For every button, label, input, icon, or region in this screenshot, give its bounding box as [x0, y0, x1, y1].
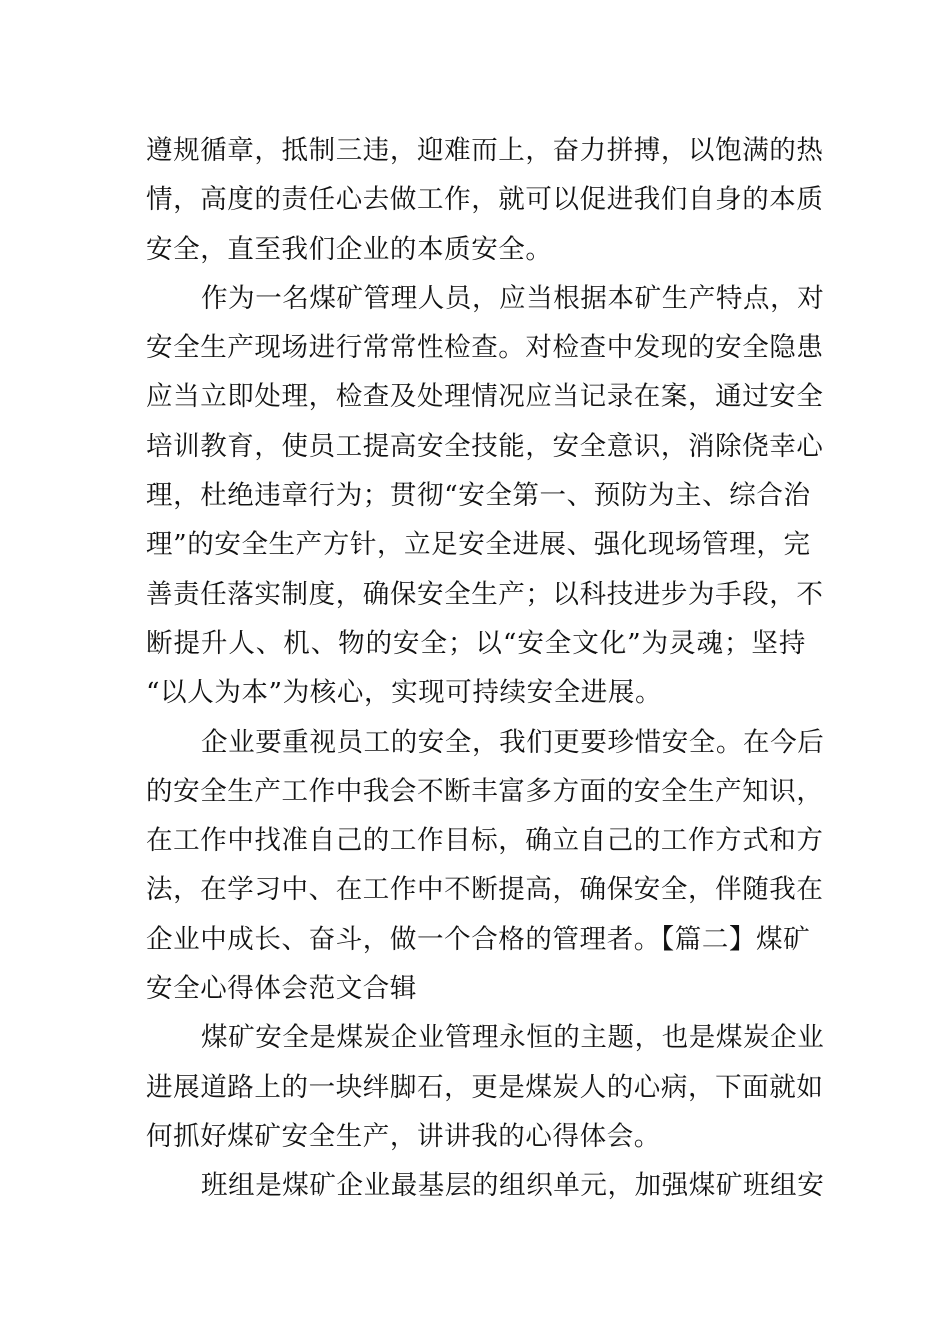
- text-line: 善责任落实制度，确保安全生产；以科技进步为手段，不: [146, 578, 824, 610]
- text-line: 安全生产现场进行常常性检查。对检查中发现的安全隐患: [146, 332, 824, 364]
- text-line: 遵规循章，抵制三违，迎难而上，奋力拼搏，以饱满的热: [146, 135, 824, 166]
- text-line: 应当立即处理，检查及处理情况应当记录在案，通过安全: [146, 381, 824, 413]
- text-line: 培训教育，使员工提高安全技能，安全意识，消除侥幸心: [146, 430, 824, 462]
- text-line: 煤矿安全是煤炭企业管理永恒的主题，也是煤炭企业: [201, 1022, 825, 1054]
- text-line: 法，在学习中、在工作中不断提高，确保安全，伴随我在: [146, 874, 824, 906]
- text-line: 的安全生产工作中我会不断丰富多方面的安全生产知识，: [146, 775, 824, 807]
- text-line: 理”的安全生产方针，立足安全进展、强化现场管理，完: [146, 529, 811, 561]
- text-line: 何抓好煤矿安全生产，讲讲我的心得体会。: [146, 1120, 661, 1152]
- text-line: 理，杜绝违章行为；贯彻“安全第一、预防为主、综合治: [146, 480, 811, 512]
- text-line: 断提升人、机、物的安全；以“安全文化”为灵魂；坚持: [146, 627, 806, 659]
- text-line: 企业中成长、奋斗，做一个合格的管理者。【篇二】煤矿: [146, 923, 811, 955]
- text-line: 情，高度的责任心去做工作，就可以促进我们自身的本质: [146, 184, 824, 216]
- text-line: 在工作中找准自己的工作目标，确立自己的工作方式和方: [146, 825, 824, 857]
- text-line: 企业要重视员工的安全，我们更要珍惜安全。在今后: [201, 726, 825, 758]
- text-line: 安全心得体会范文合辑: [146, 973, 417, 1005]
- text-line: 安全，直至我们企业的本质安全。: [146, 233, 553, 265]
- text-line: 班组是煤矿企业最基层的组织单元，加强煤矿班组安: [201, 1170, 825, 1202]
- text-line: 进展道路上的一块绊脚石，更是煤炭人的心病，下面就如: [146, 1071, 824, 1103]
- document-body: [146, 126, 825, 1211]
- text-line: 作为一名煤矿管理人员，应当根据本矿生产特点，对: [201, 282, 825, 314]
- text-line: “以人为本”为核心，实现可持续安全进展。: [146, 677, 663, 709]
